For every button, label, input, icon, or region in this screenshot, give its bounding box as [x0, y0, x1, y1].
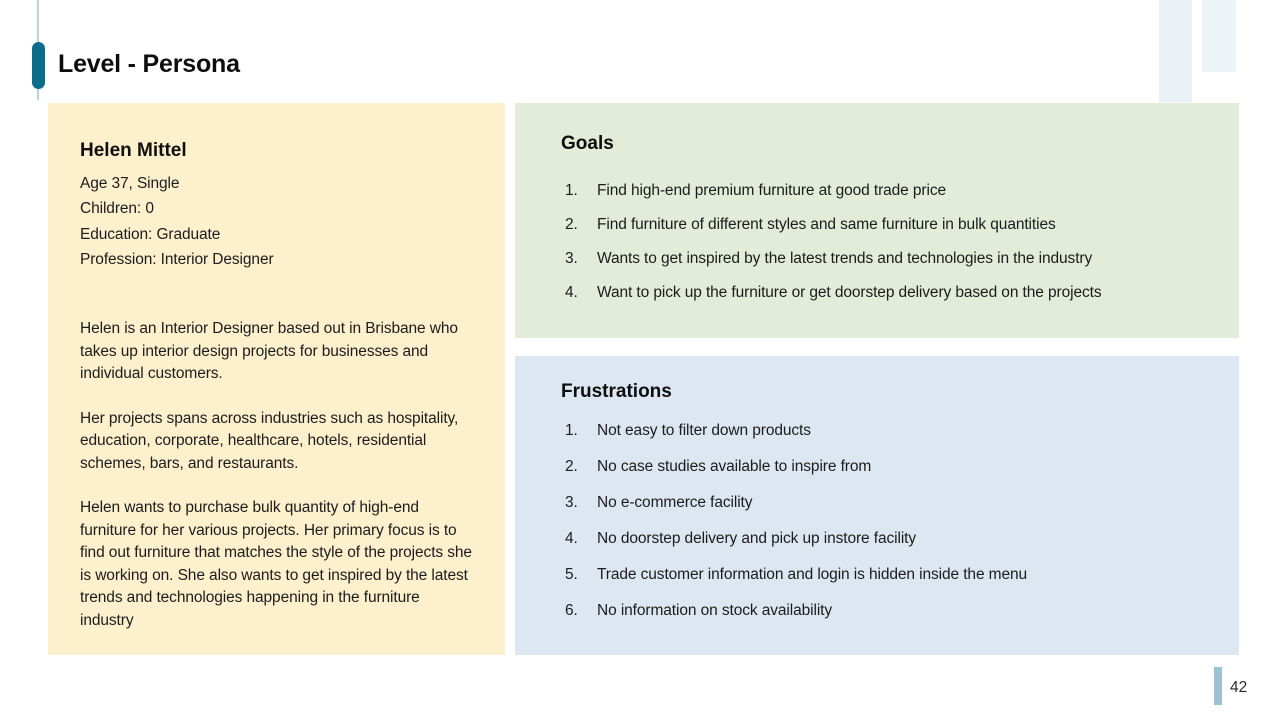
deco-bar-1: [1159, 0, 1192, 102]
item-text: No information on stock availability: [597, 602, 833, 619]
item-number: 4.: [565, 284, 578, 301]
list-item: [565, 283, 1209, 303]
frustrations-list: [561, 421, 1209, 621]
item-text: Not easy to filter down products: [597, 422, 811, 439]
persona-paragraph: Her projects spans across industries such as hospitality, education, corporate, healthcare, hotels, residential schemes, bars, and restaurants.: [80, 409, 459, 472]
item-text: Wants to get inspired by the latest trends and technologies in the industry: [597, 250, 1093, 267]
persona-detail-children: Children: 0: [80, 200, 154, 218]
page-number: 42: [1230, 679, 1248, 696]
frustrations-panel: [515, 356, 1239, 655]
list-item: [565, 249, 1209, 269]
list-item: [565, 457, 1209, 477]
goals-title: Goals: [561, 133, 614, 154]
list-item: [565, 421, 1209, 441]
item-text: Find high-end premium furniture at good trade price: [597, 182, 947, 199]
list-item: [565, 565, 1209, 585]
persona-detail-education: Education: Graduate: [80, 225, 221, 243]
list-item: [565, 215, 1209, 235]
list-item: [565, 601, 1209, 621]
list-item: [565, 529, 1209, 549]
persona-paragraph: Helen wants to purchase bulk quantity of high-end furniture for her various projects. Her primary focus is to find out furniture that matches the style of the projects she is working on. She also wants to get inspired by the latest trends and technologies happening in the furniture industry: [80, 499, 472, 629]
page-title: Level - Persona: [58, 50, 240, 78]
title-accent-bar: [32, 42, 45, 89]
item-number: 3.: [565, 494, 578, 511]
persona-detail-age: Age 37, Single: [80, 175, 180, 192]
list-item: [565, 181, 1209, 201]
persona-details: [80, 171, 477, 272]
frustrations-title: Frustrations: [561, 381, 672, 402]
item-number: 2.: [565, 216, 578, 233]
persona-detail-profession: Profession: Interior Designer: [80, 250, 274, 268]
item-number: 5.: [565, 566, 578, 583]
item-number: 2.: [565, 458, 578, 475]
list-item: [565, 493, 1209, 513]
goals-list: [561, 181, 1209, 303]
item-text: No e-commerce facility: [597, 494, 753, 511]
item-text: Trade customer information and login is hidden inside the menu: [597, 566, 1028, 583]
item-number: 4.: [565, 530, 578, 547]
persona-description: [80, 318, 477, 632]
item-text: Want to pick up the furniture or get doorstep delivery based on the projects: [597, 284, 1102, 301]
page-number-bar: [1214, 667, 1222, 705]
item-text: No doorstep delivery and pick up instore facility: [597, 530, 917, 547]
item-text: No case studies available to inspire from: [597, 458, 872, 475]
deco-bar-2: [1202, 0, 1236, 72]
persona-paragraph: Helen is an Interior Designer based out in Brisbane who takes up interior design projects for businesses and individual customers.: [80, 320, 458, 383]
item-text: Find furniture of different styles and same furniture in bulk quantities: [597, 216, 1056, 233]
item-number: 3.: [565, 250, 578, 267]
persona-panel: [48, 103, 505, 655]
item-number: 6.: [565, 602, 578, 619]
item-number: 1.: [565, 182, 578, 199]
goals-panel: [515, 103, 1239, 338]
persona-name: Helen Mittel: [80, 140, 187, 161]
item-number: 1.: [565, 422, 578, 439]
